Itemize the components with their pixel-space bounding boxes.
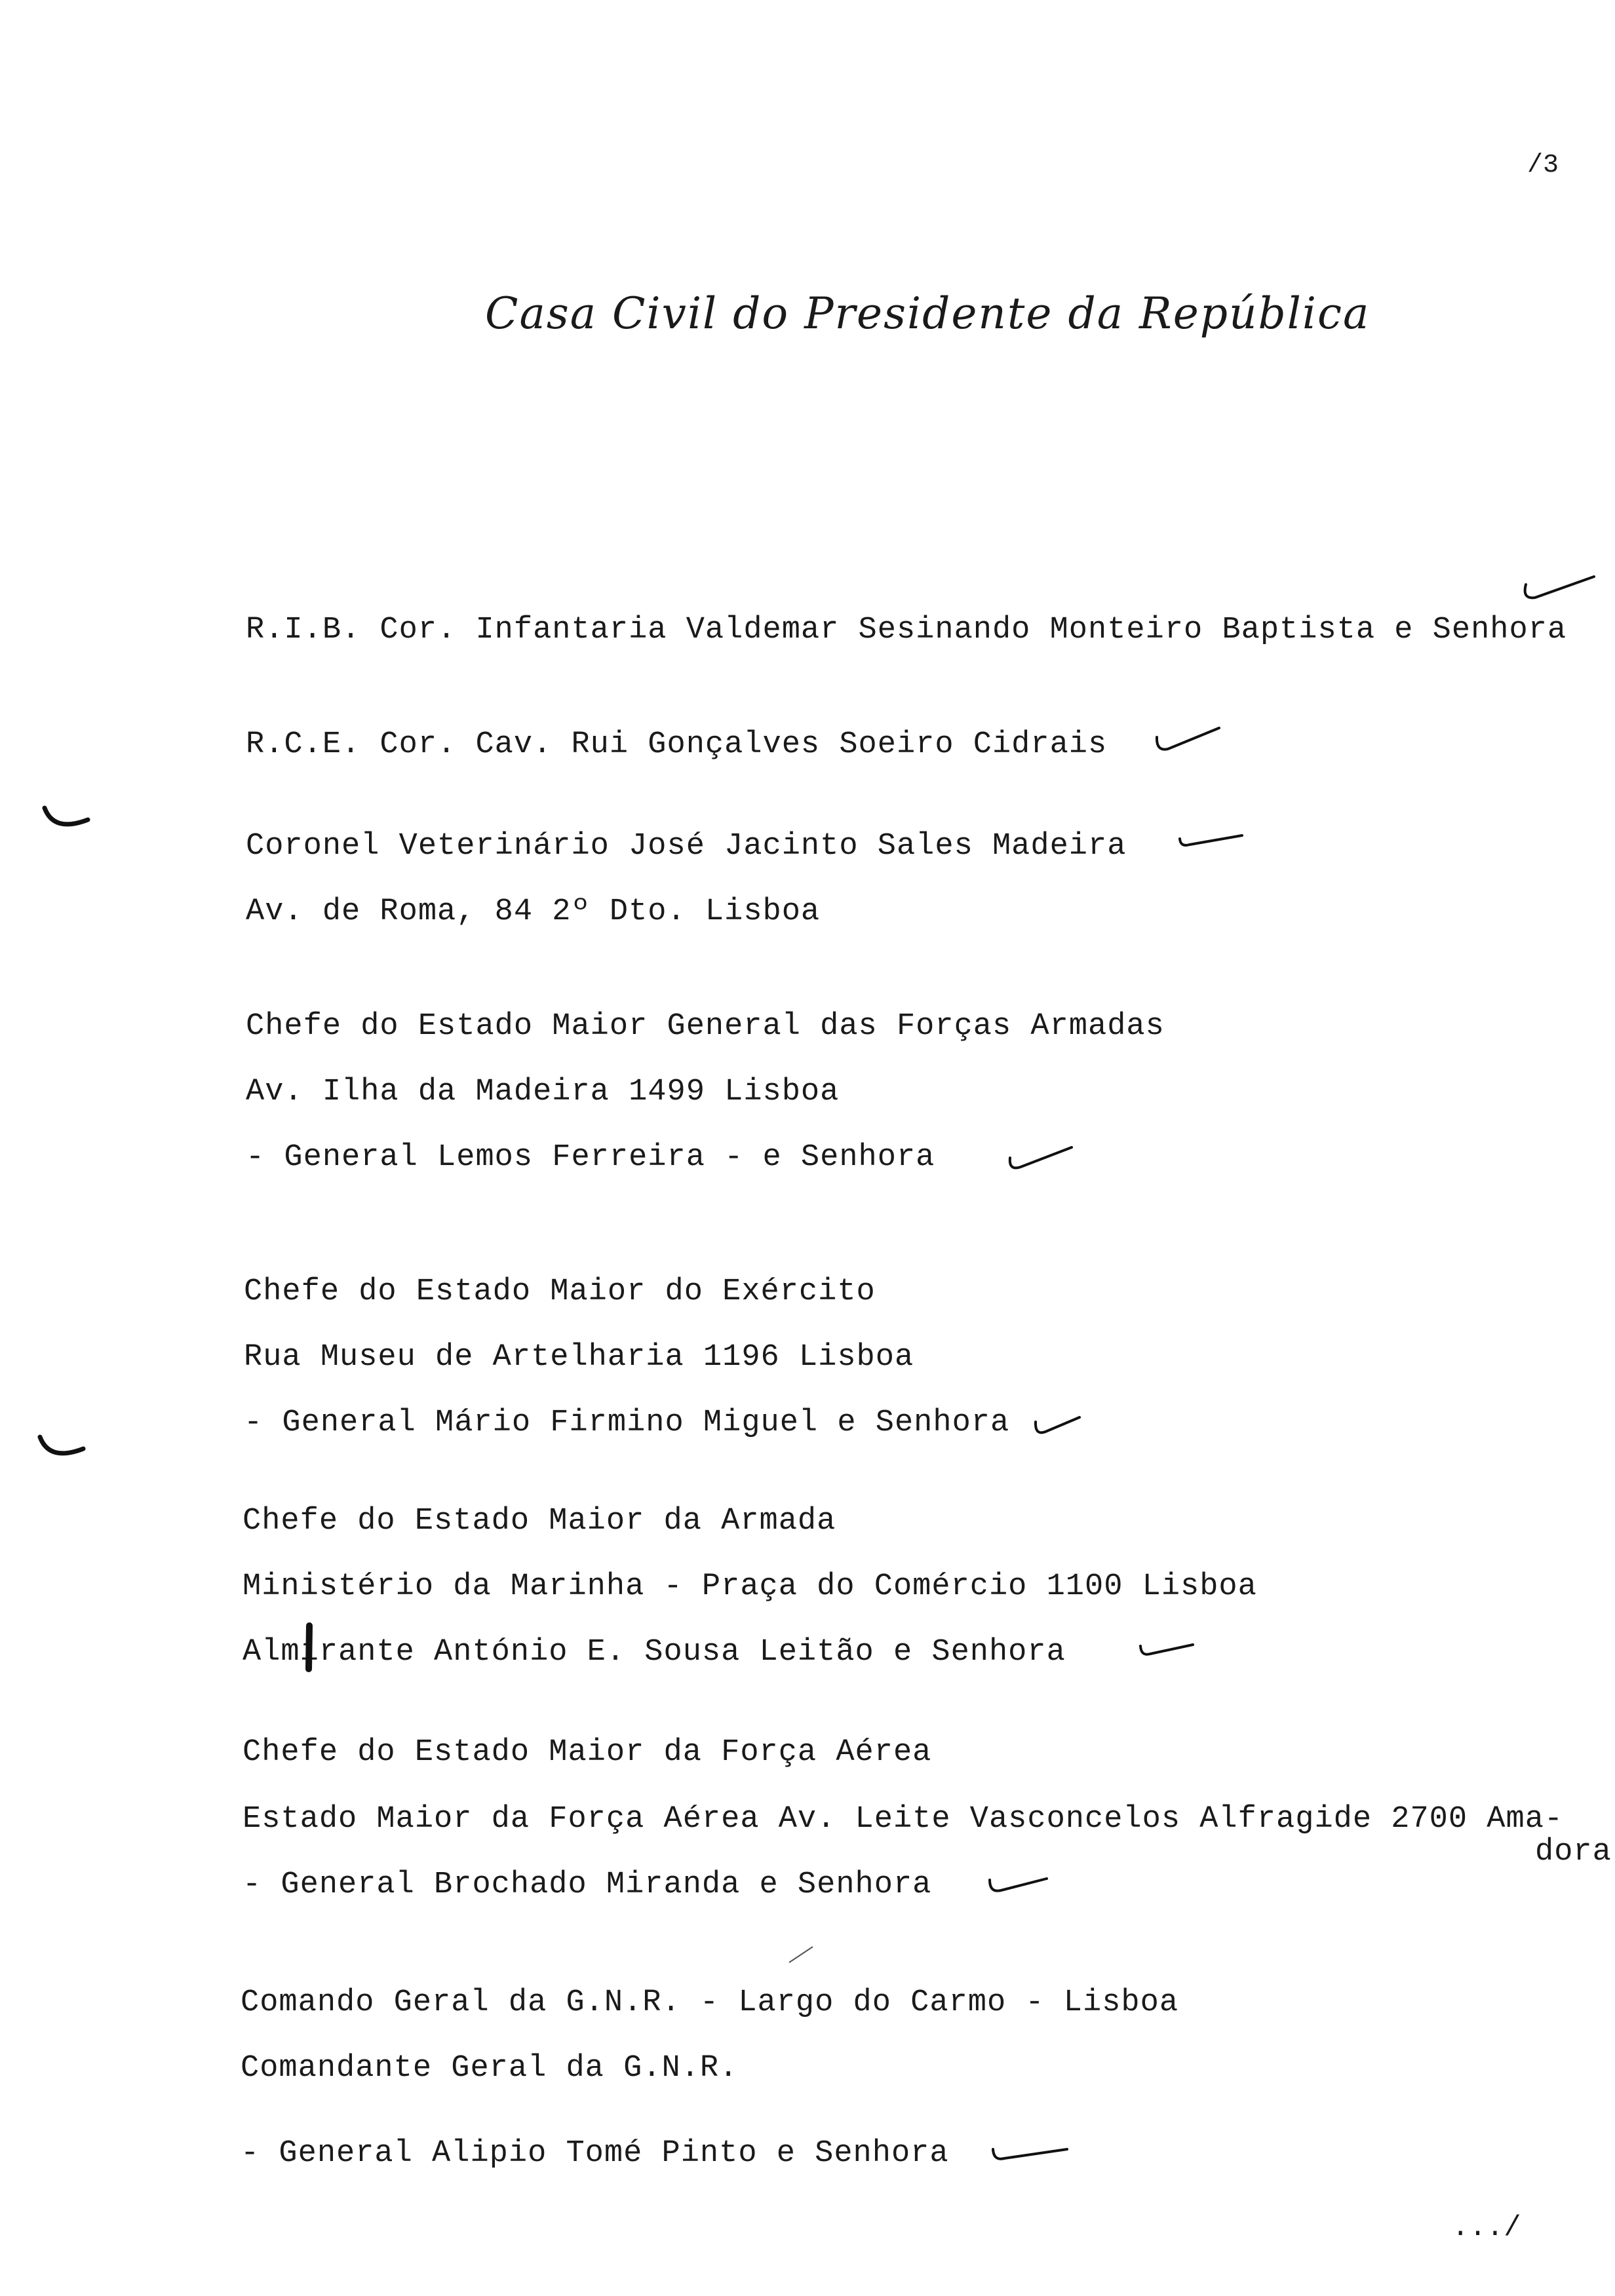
- address-line: Av. de Roma, 84 2º Dto. Lisboa: [246, 894, 821, 929]
- entry-line: Coronel Veterinário José Jacinto Sales Madeira: [246, 829, 1127, 864]
- entry-line: - General Lemos Ferreira - e Senhora: [246, 1140, 935, 1175]
- address-line: Rua Museu de Artelharia 1196 Lisboa: [244, 1340, 914, 1375]
- entry-heading: Comando Geral da G.N.R. - Largo do Carmo - Lisboa: [241, 1985, 1179, 2020]
- address-line: Av. Ilha da Madeira 1499 Lisboa: [246, 1075, 840, 1109]
- address-line: Estado Maior da Força Aérea Av. Leite Vasconcelos Alfragide 2700 Ama-: [243, 1802, 1564, 1837]
- stray-pen-mark: [787, 1943, 816, 1966]
- entry-heading: Chefe do Estado Maior General das Forças Armadas: [246, 1009, 1165, 1044]
- address-line-continuation: dora: [1535, 1835, 1612, 1869]
- entry-heading: Chefe do Estado Maior da Força Aérea: [243, 1735, 932, 1770]
- check-mark-icon: [1006, 1143, 1078, 1176]
- check-mark-icon: [1137, 1638, 1196, 1664]
- margin-mark-icon: [36, 1432, 88, 1464]
- ink-correction-mark: [302, 1622, 317, 1674]
- entry-line: - General Alipio Tomé Pinto e Senhora: [241, 2136, 949, 2171]
- page-number: /3: [1527, 151, 1559, 180]
- address-line: Ministério da Marinha - Praça do Comércio 1100 Lisboa: [243, 1569, 1257, 1604]
- continuation-mark: .../: [1452, 2211, 1521, 2244]
- entry-subheading: Comandante Geral da G.N.R.: [241, 2051, 739, 2086]
- entry-line: - General Brochado Miranda e Senhora: [243, 1867, 932, 1902]
- check-mark-icon: [986, 1871, 1052, 1900]
- check-mark-icon: [1521, 570, 1599, 609]
- entry-line: R.C.E. Cor. Cav. Rui Gonçalves Soeiro Cidrais: [246, 727, 1108, 762]
- letterhead: Casa Civil do Presidente da República: [485, 288, 1371, 339]
- margin-mark-icon: [41, 803, 93, 835]
- entry-line: R.I.B. Cor. Infantaria Valdemar Sesinando Monteiro Baptista e Senhora: [246, 613, 1567, 647]
- check-mark-icon: [1154, 724, 1226, 763]
- check-mark-icon: [1032, 1412, 1085, 1442]
- check-mark-icon: [990, 2141, 1072, 2168]
- entry-line: Almirante António E. Sousa Leitão e Senhora: [243, 1635, 1066, 1670]
- entry-heading: Chefe do Estado Maior da Armada: [243, 1504, 836, 1539]
- entry-heading: Chefe do Estado Maior do Exército: [244, 1274, 876, 1309]
- entry-line: - General Mário Firmino Miguel e Senhora: [244, 1406, 1010, 1440]
- check-mark-icon: [1177, 829, 1249, 855]
